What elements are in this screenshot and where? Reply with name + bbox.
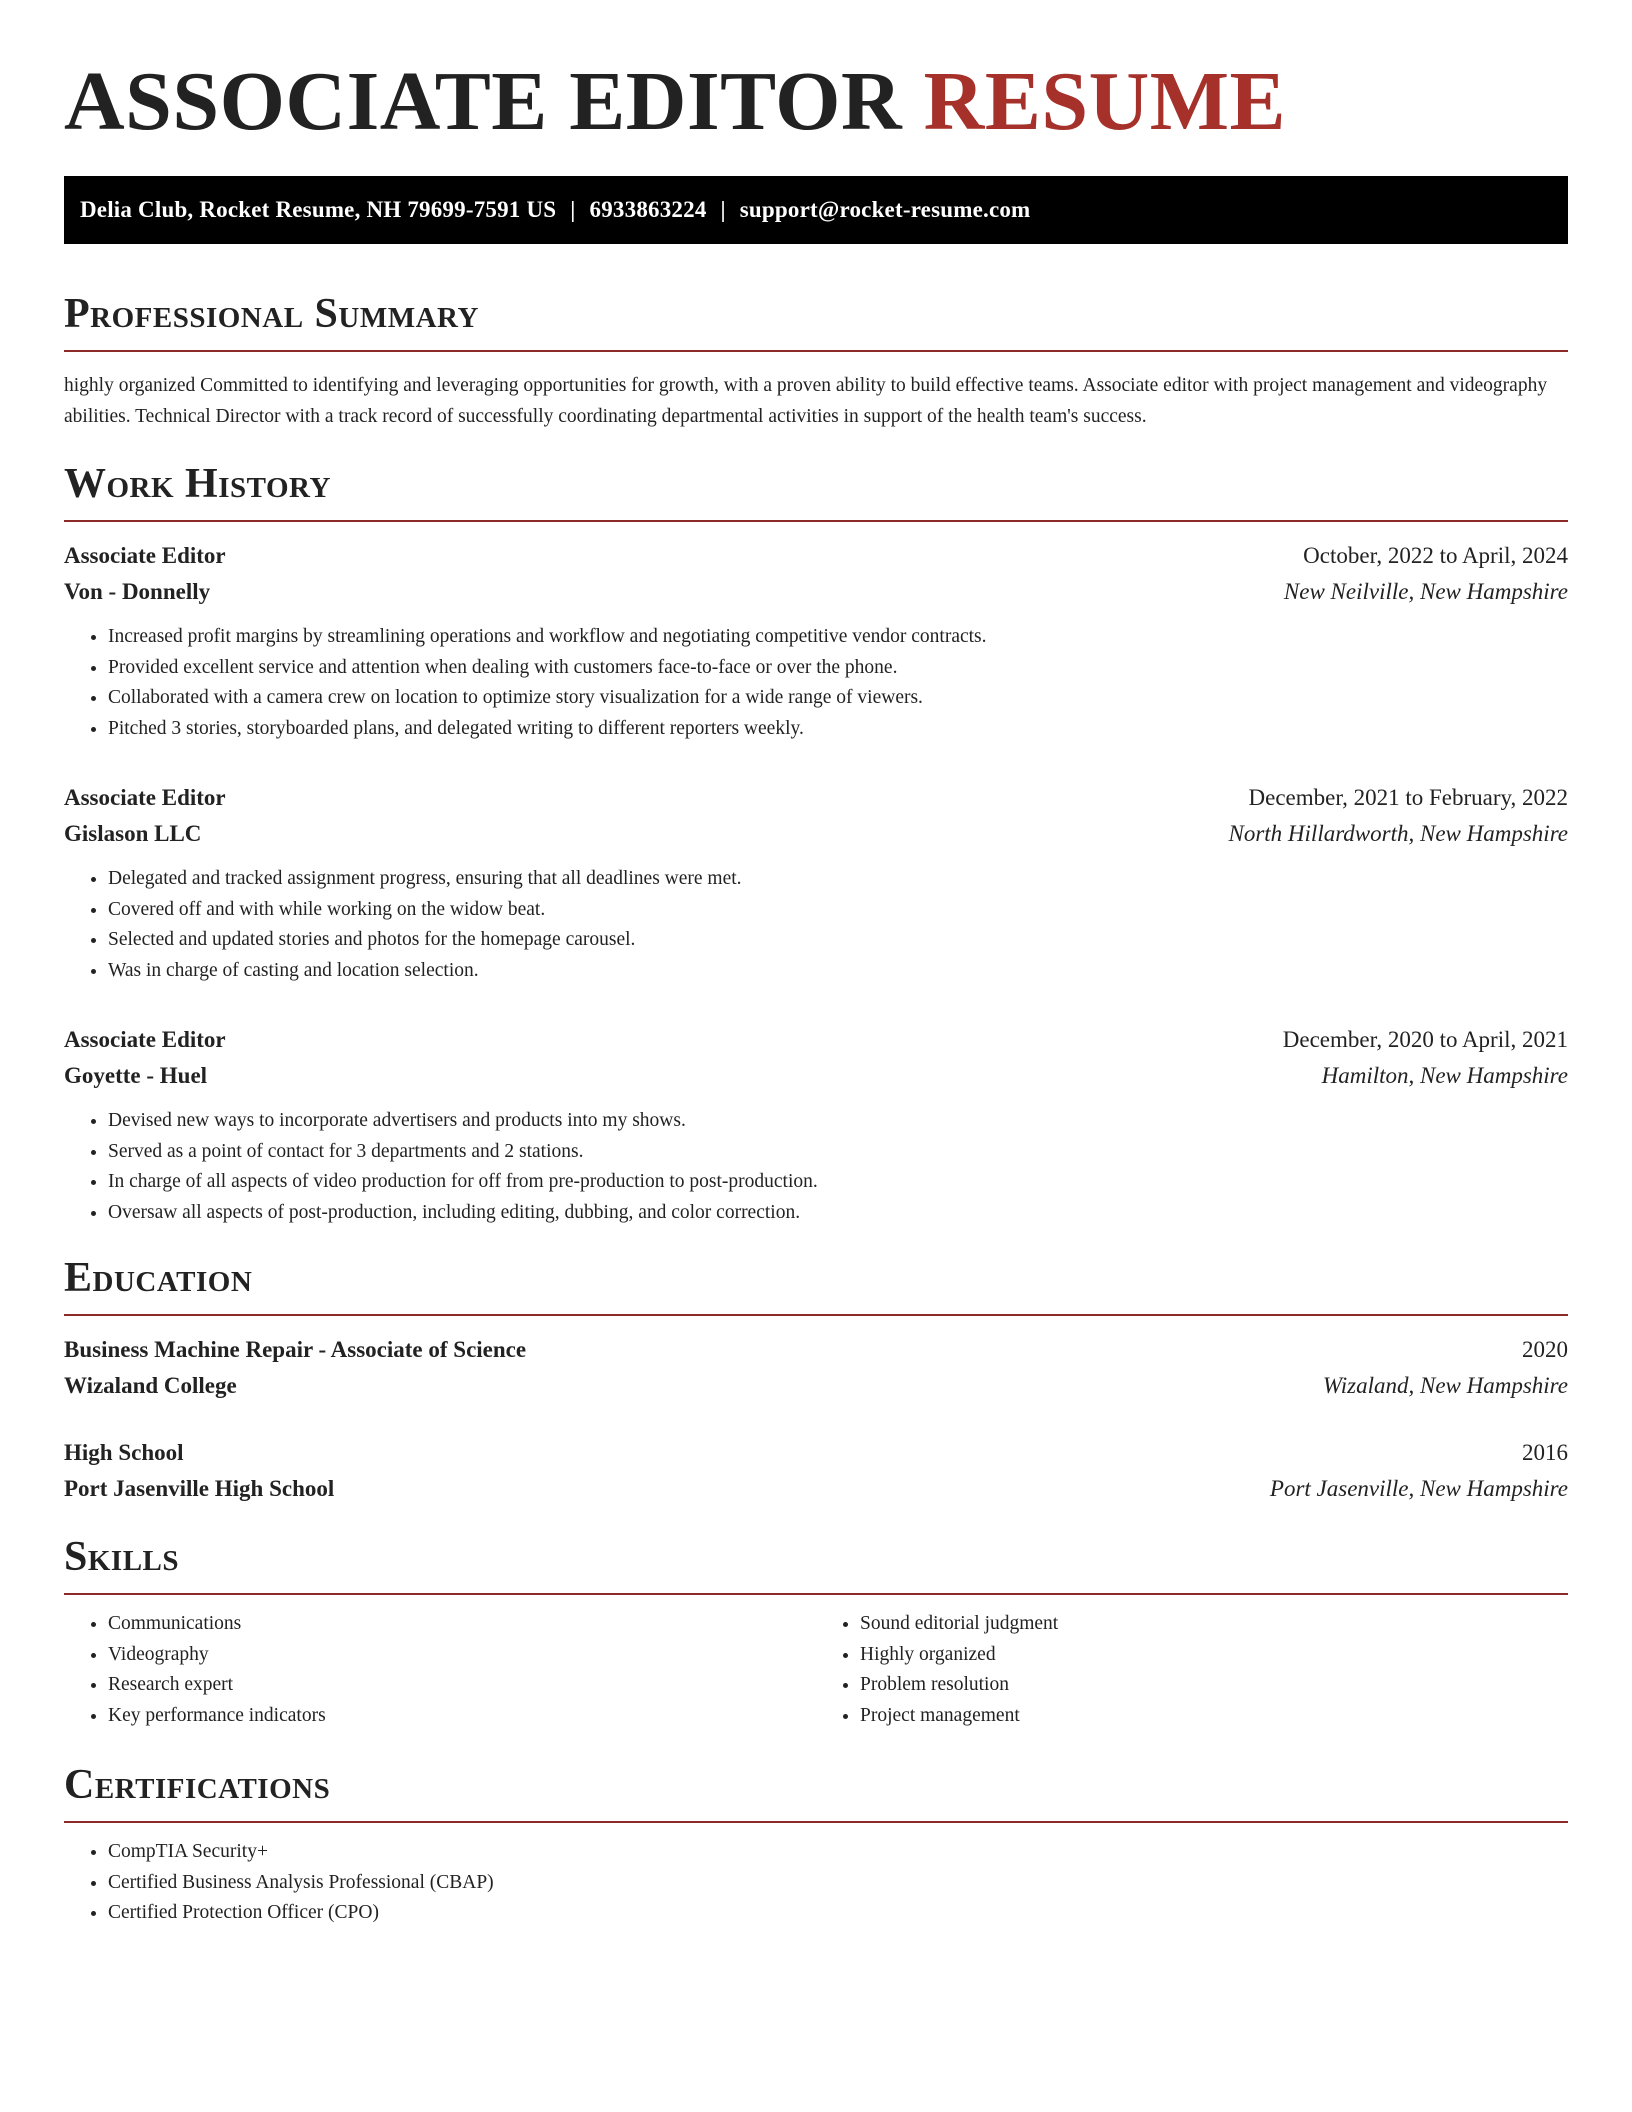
job-title: Associate Editor [64,785,226,810]
job-dates: December, 2021 to February, 2022 [1248,785,1568,810]
education-school: Port Jasenville High School [64,1476,335,1501]
job-entry [64,538,1568,744]
summary-heading: Professional Summary [64,291,479,337]
education-school-row [64,1368,1568,1404]
skill-item: • Project management [860,1701,1568,1732]
job-company: Von - Donnelly [64,579,211,604]
job-bullet: • Oversaw all aspects of post-production, including editing, dubbing, and color correction. [108,1198,1568,1229]
education-degree-row [64,1332,1568,1368]
contact-separator: | [720,197,726,222]
contact-address: Delia Club, Rocket Resume, NH 79699-7591 US [80,197,557,222]
contact-email[interactable]: support@rocket-resume.com [739,197,1031,222]
certification-item: • Certified Business Analysis Professional (CBAP) [108,1868,1568,1899]
education-heading: Education [64,1255,253,1301]
job-bullet: • Was in charge of casting and location selection. [108,956,1568,987]
skill-item: • Communications [108,1609,816,1640]
job-dates: December, 2020 to April, 2021 [1282,1027,1568,1052]
job-title: Associate Editor [64,543,226,568]
section-divider [64,520,1568,522]
job-title-row [64,538,1568,574]
skills-section [64,1531,1568,1731]
job-location: North Hillardworth, New Hampshire [1228,821,1568,846]
job-bullet: • Provided excellent service and attention when dealing with customers face-to-face or over the phone. [108,653,1568,684]
job-title: Associate Editor [64,1027,226,1052]
certifications-heading: Certifications [64,1762,331,1808]
job-bullets [64,1106,1568,1228]
title-accent: RESUME [923,55,1287,148]
skill-item: • Problem resolution [860,1670,1568,1701]
contact-separator: | [570,197,576,222]
skills-list-right [816,1609,1568,1731]
job-bullets [64,622,1568,744]
contact-phone: 6933863224 [589,197,707,222]
job-bullet: • Devised new ways to incorporate advertisers and products into my shows. [108,1106,1568,1137]
job-bullet: • In charge of all aspects of video production for off from pre-production to post-production. [108,1167,1568,1198]
education-location: Port Jasenville, New Hampshire [1269,1476,1568,1501]
title-main: ASSOCIATE EDITOR [64,55,903,148]
job-company-row [64,816,1568,852]
education-location: Wizaland, New Hampshire [1322,1373,1568,1398]
education-section [64,1252,1568,1507]
education-school-row [64,1471,1568,1507]
skills-heading: Skills [64,1534,180,1580]
job-bullet: • Selected and updated stories and photos for the homepage carousel. [108,925,1568,956]
section-divider [64,350,1568,352]
education-school: Wizaland College [64,1373,237,1398]
job-location: New Neilville, New Hampshire [1283,579,1568,604]
skill-item: • Key performance indicators [108,1701,816,1732]
job-company: Goyette - Huel [64,1063,208,1088]
resume-title [64,0,1568,152]
job-company-row [64,1058,1568,1094]
education-degree: High School [64,1440,184,1465]
summary-section [64,288,1568,432]
certifications-list [64,1837,1568,1929]
contact-bar [64,176,1568,244]
job-bullet: • Served as a point of contact for 3 departments and 2 stations. [108,1137,1568,1168]
job-company: Gislason LLC [64,821,202,846]
job-bullets [64,864,1568,986]
section-divider [64,1593,1568,1595]
job-company-row [64,574,1568,610]
job-bullet: • Pitched 3 stories, storyboarded plans, and delegated writing to different reporters weekly. [108,714,1568,745]
job-location: Hamilton, New Hampshire [1321,1063,1568,1088]
job-bullet: • Increased profit margins by streamlining operations and workflow and negotiating competitive vendor contracts. [108,622,1568,653]
job-title-row [64,1022,1568,1058]
job-bullet: • Collaborated with a camera crew on location to optimize story visualization for a wide range of viewers. [108,683,1568,714]
job-title-row [64,780,1568,816]
certification-item: • Certified Protection Officer (CPO) [108,1898,1568,1929]
job-bullet: • Covered off and with while working on the widow beat. [108,895,1568,926]
education-entry [64,1435,1568,1507]
work-history-section [64,458,1568,1228]
summary-text: highly organized Committed to identifying and leveraging opportunities for growth, with a proven ability to build effective teams. Associate editor with project management and videography abilities. Technical Director with a track record of successfully coordinating departmental activities in support of the health team's success. [64,375,1548,427]
skill-item: • Sound editorial judgment [860,1609,1568,1640]
job-dates: October, 2022 to April, 2024 [1303,543,1568,568]
skills-columns [64,1609,1568,1731]
work-history-heading: Work History [64,461,331,507]
certifications-section [64,1759,1568,1929]
education-degree-row [64,1435,1568,1471]
skill-item: • Research expert [108,1670,816,1701]
education-degree: Business Machine Repair - Associate of Science [64,1337,527,1362]
job-bullet: • Delegated and tracked assignment progress, ensuring that all deadlines were met. [108,864,1568,895]
section-divider [64,1821,1568,1823]
skills-list-left [64,1609,816,1731]
skill-item: • Highly organized [860,1640,1568,1671]
job-entry [64,780,1568,986]
section-divider [64,1314,1568,1316]
education-entry [64,1332,1568,1404]
education-year: 2016 [1522,1440,1568,1465]
education-year: 2020 [1522,1337,1568,1362]
skill-item: • Videography [108,1640,816,1671]
certification-item: • CompTIA Security+ [108,1837,1568,1868]
job-entry [64,1022,1568,1228]
